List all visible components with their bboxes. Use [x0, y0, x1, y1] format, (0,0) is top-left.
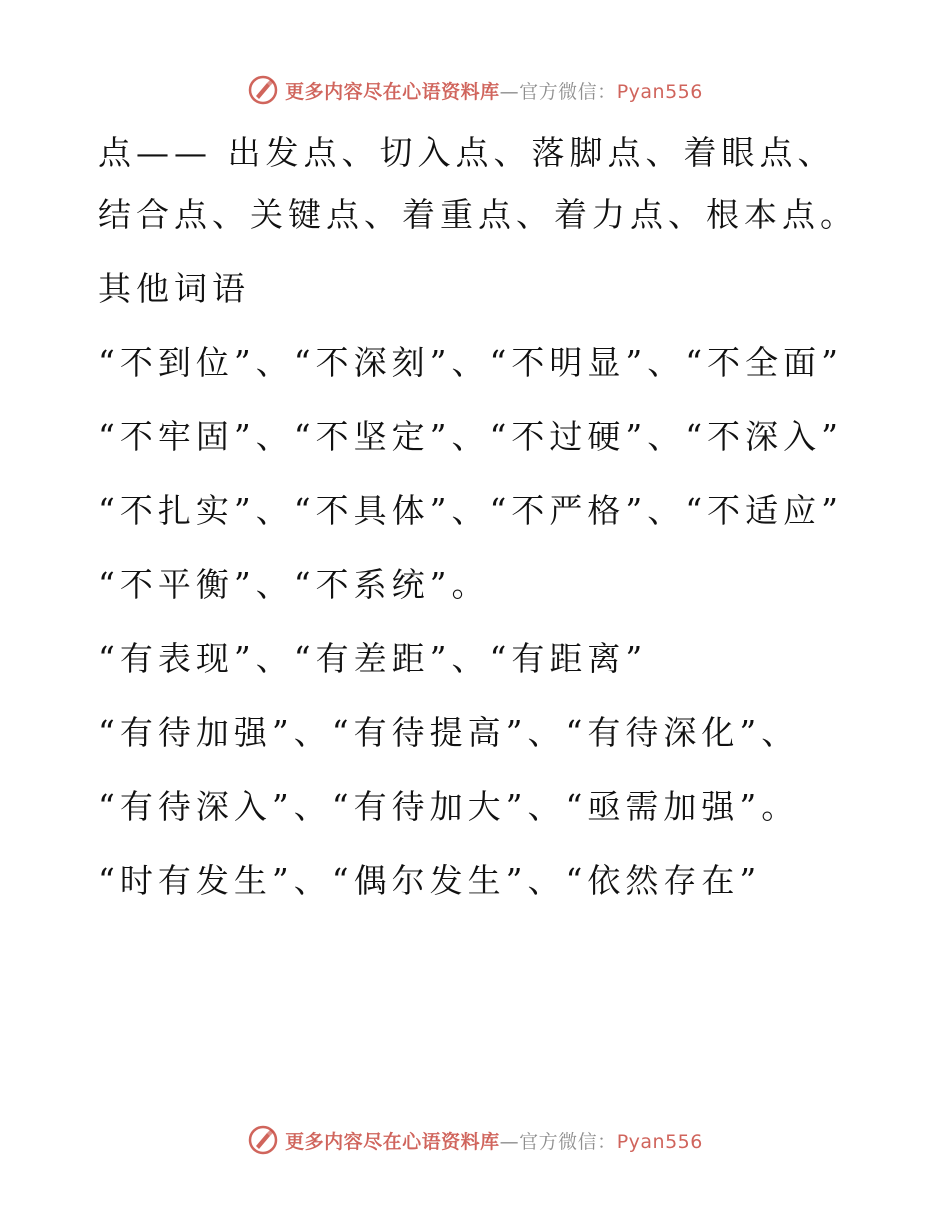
pen-seal-icon [247, 1124, 279, 1156]
pen-seal-icon [247, 74, 279, 106]
header-watermark [0, 70, 950, 110]
paragraph: 其他词语 [98, 269, 250, 308]
watermark-dash: — [499, 80, 520, 103]
paragraph: “不到位”、“不深刻”、“不明显”、“不全面” [98, 343, 843, 382]
watermark-main: 更多内容尽在心语资料库 [285, 80, 500, 103]
paragraph: “不扎实”、“不具体”、“不严格”、“不适应” [98, 491, 843, 530]
watermark-text [285, 77, 703, 104]
watermark-text [285, 1127, 703, 1154]
watermark-id: Pyan556 [616, 1130, 703, 1153]
paragraph: “时有发生”、“偶尔发生”、“依然存在” [98, 861, 762, 900]
watermark-id: Pyan556 [616, 80, 703, 103]
paragraph: “有待深入”、“有待加大”、“亟需加强”。 [98, 787, 800, 826]
watermark-main: 更多内容尽在心语资料库 [285, 1130, 500, 1153]
document-body [98, 122, 858, 924]
paragraph: 点—— 出发点、切入点、落脚点、着眼点、结合点、关键点、着重点、着力点、根本点。 [98, 133, 858, 234]
footer-watermark [0, 1120, 950, 1160]
paragraph: “不平衡”、“不系统”。 [98, 565, 490, 604]
watermark-dash: — [499, 1130, 520, 1153]
watermark-sub: 官方微信： [519, 80, 617, 103]
paragraph: “有表现”、“有差距”、“有距离” [98, 639, 648, 678]
paragraph: “不牢固”、“不坚定”、“不过硬”、“不深入” [98, 417, 843, 456]
watermark-sub: 官方微信： [519, 1130, 617, 1153]
paragraph: “有待加强”、“有待提高”、“有待深化”、 [98, 713, 800, 752]
